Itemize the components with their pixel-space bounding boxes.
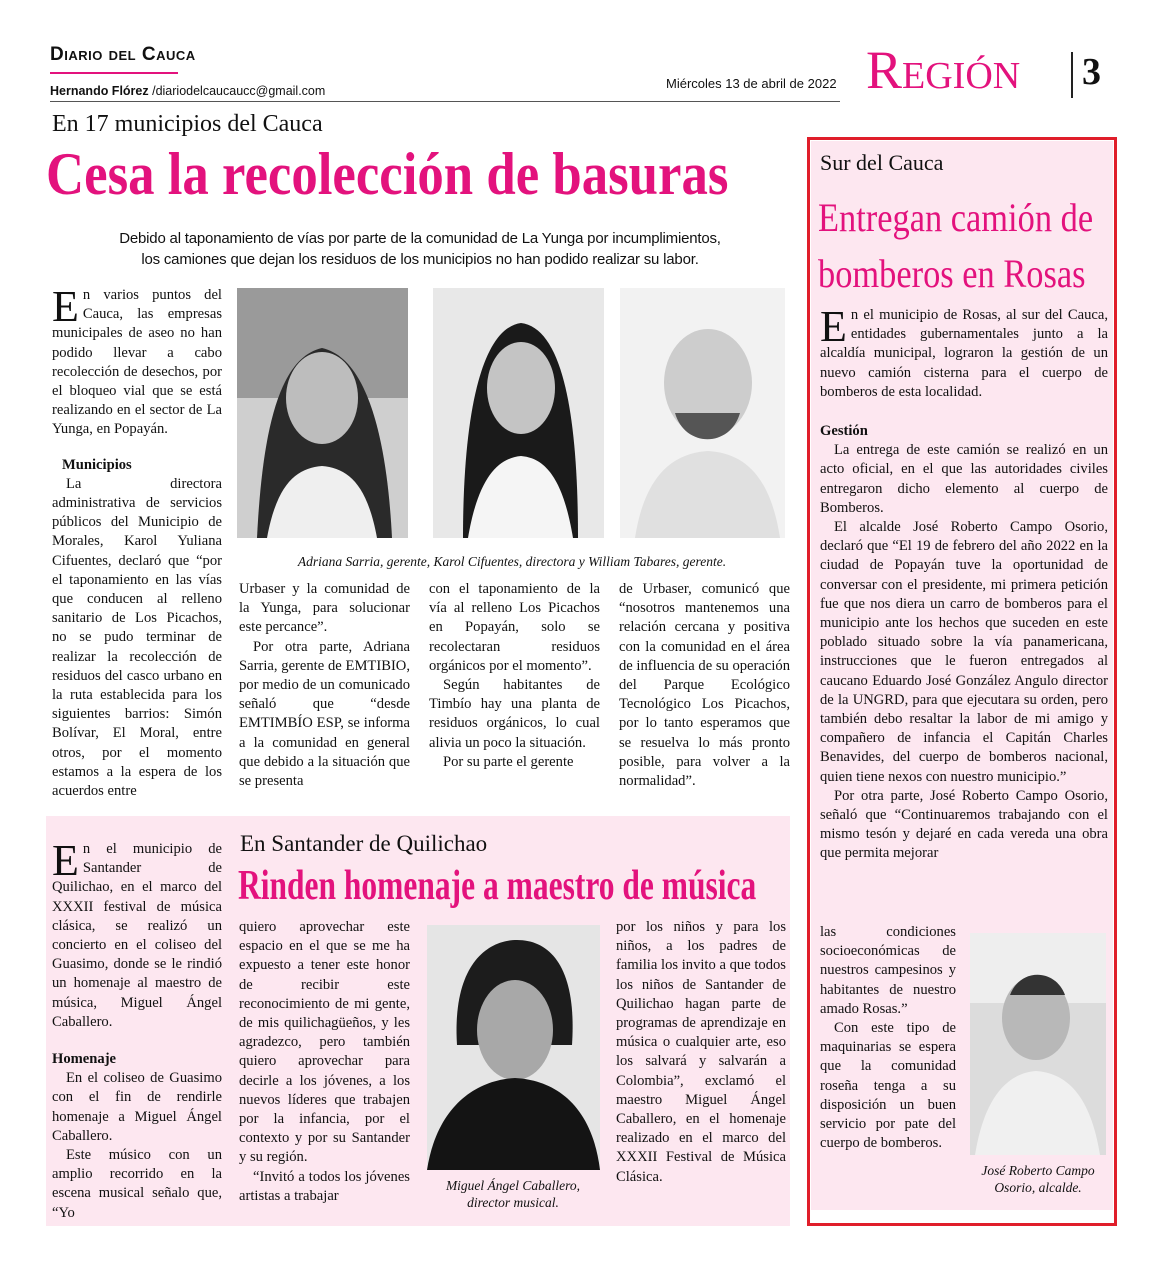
side-kicker: Sur del Cauca xyxy=(820,150,944,175)
music-photo-caption xyxy=(423,1177,603,1211)
issue-date: Miércoles 13 de abril de 2022 xyxy=(666,76,837,91)
main-column-4 xyxy=(619,580,790,791)
main-photo-caption: Adriana Sarria, gerente, Karol Cifuentes, directora y William Tabares, gerente. xyxy=(297,554,727,569)
music-column-2 xyxy=(239,918,410,1206)
main-kicker: En 17 municipios del Cauca xyxy=(52,111,323,137)
side-p4: Con este tipo de maquinarias se espera que la comunidad roseña tenga a su disposición un buen servicio por pate del cuerpo de bomberos. xyxy=(820,1020,956,1152)
side-p3: Por otra parte, José Roberto Campo Osorio, señaló que “Continuaremos trabajando con el mismo tesón y dejaré en cada vereda una obra que permita mejorar xyxy=(820,787,1108,862)
side-p1: La entrega de este camión se realizó en un acto oficial, en el que las autoridades civiles entregaron dicho elemento al cuerpo de Bomberos. xyxy=(820,442,1108,516)
person-photo-3 xyxy=(620,288,785,538)
photo-miguel-angel-caballero xyxy=(427,925,600,1170)
main-column-3 xyxy=(429,580,600,772)
music-subtitle: Homenaje xyxy=(52,1051,117,1068)
side-headline-line-1: Entregan camión de xyxy=(818,195,1094,240)
section-divider xyxy=(1071,52,1073,98)
side-p2: El alcalde José Roberto Campo Osorio, declaró que “El 19 de febrero del año 2022 en la ciudad de Popayán tuve la oportunidad de conversar con el presidente, mi primera petición fue que nos diera un carro de bomberos para el municipio ante los hechos que suceden en este poblado situado sobre la vía panamericana, instrucciones que le fueron entregados al caucano Eduardo José González Angulo director de la UNGRD, para que ejecutara su orden, pero también debo resaltar la labor de mi amigo y compañero de infancia el Capitán Charles Benavides, del cuerpo de bomberos nacional, quien tiene nexos con nuestro municipio.” xyxy=(820,519,1108,785)
main-subhead xyxy=(50,228,790,270)
side-caption-line-1: José Roberto Campo xyxy=(981,1163,1095,1178)
main-subtitle: Municipios xyxy=(62,456,132,473)
photo-adriana-sarria xyxy=(237,288,408,538)
person-photo-2 xyxy=(433,288,604,538)
side-photo-caption xyxy=(964,1162,1112,1196)
person-photo-1 xyxy=(237,288,408,538)
main-col2-p2: Por otra parte, Adriana Sarria, gerente de EMTIBIO, por medio de un comunicado señaló que “desde EMTIMBÍO ESP, se informa a la comunidad en general que debido a la situación que se presenta xyxy=(239,638,410,790)
music-headline: Rinden homenaje a maestro de música xyxy=(238,863,757,909)
music-column-3 xyxy=(616,918,786,1187)
music-col3-p1: por los niños y para los niños, a los padres de familia los invito a que todos los niños de Santander de Quilichao hagan parte de programas de aprendizaje en música o cualquier arte, eso los salvará y salvarán a Colombia”, exclamó el maestro Miguel Ángel Caballero, en el homenaje realizado en el marco del XXXII Festival de Música Clásica. xyxy=(616,919,786,1185)
main-col3-p2: Según habitantes de Timbío hay una planta de residuos orgánicos, lo cual alivia un poco la situación. xyxy=(429,677,600,751)
photo-karol-cifuentes xyxy=(433,288,604,538)
music-col2-p2: “Invitó a todos los jóvenes artistas a trabajar xyxy=(239,1168,410,1204)
side-headline-line-2: bomberos en Rosas xyxy=(818,251,1086,296)
author-name: Hernando Flórez xyxy=(50,84,149,98)
paper-logo xyxy=(50,44,196,66)
logo-underline xyxy=(50,72,178,74)
subhead-line-2: los camiones que dejan los residuos de los municipios no han podido realizar su labor. xyxy=(141,251,699,268)
photo-jose-roberto-campo xyxy=(970,933,1106,1155)
photo-william-tabares xyxy=(620,288,785,538)
music-col2-p1: quiero aprovechar este espacio en el que se me ha expuesto a tener este honor de recibir este reconocimiento de mi gente, de mis quilichagüeños, y les agradezco, pero también quiero aprovechar para decirle a los jóvenes, a los nuevos líderes que trabajen por la infancia, por el contexto y por su Santander y su región. xyxy=(239,919,410,1166)
page-number: 3 xyxy=(1082,51,1101,93)
main-col2-p1: Urbaser y la comunidad de la Yunga, para solucionar este percance”. xyxy=(239,581,410,636)
main-col3-p3: Por su parte el gerente xyxy=(443,753,574,770)
main-col4-p1: de Urbaser, comunicó que “nosotros mantenemos una relación cercana y positiva con la comunidad en el área de influencia de su operación del Parque Ecológico Tecnológico Los Picachos, por lo tanto esperamos que se resuelva lo más pronto posible, para volver a la normalidad”. xyxy=(619,581,790,790)
subhead-line-1: Debido al taponamiento de vías por parte de la comunidad de La Yunga por incumplimientos, xyxy=(119,230,721,247)
music-column-1 xyxy=(52,836,222,1223)
side-dropcap: E xyxy=(820,302,847,351)
main-column-1 xyxy=(52,282,222,801)
music-col1-p1: En el coliseo de Guasimo con el fin de rendirle homenaje a Miguel Ángel Caballero. xyxy=(52,1070,222,1144)
person-photo-musician xyxy=(427,925,600,1170)
main-col1-p1: La directora administrativa de servicios públicos del Municipio de Morales, Karol Yuliana Cifuentes, declaró que “por el taponamiento en las vías que conducen al relleno sanitario de Los Picachos, no se pudo terminar de realizar la recolección de residuos del casco urbano en la ruta establecida para los siguientes barrios: Simón Bolívar, El Moral, entre otros, por el momento estamos a la espera de los acuerdos entre xyxy=(52,475,222,800)
paper-name: Diario del Cauca xyxy=(50,44,196,65)
side-headline xyxy=(818,190,1094,302)
main-dropcap: E xyxy=(52,282,79,331)
author-email: /diariodelcaucaucc@gmail.com xyxy=(152,84,326,98)
music-caption-line-2: director musical. xyxy=(467,1195,559,1210)
side-column-bottom xyxy=(820,923,956,1153)
music-kicker: En Santander de Quilichao xyxy=(240,831,488,856)
side-subtitle: Gestión xyxy=(820,423,868,440)
main-headline: Cesa la recolección de basuras xyxy=(46,141,729,207)
person-photo-mayor xyxy=(970,933,1106,1155)
main-column-2 xyxy=(239,580,410,791)
side-intro: n el municipio de Rosas, al sur del Cauca, entidades gubernamentales junto a la alcaldía municipal, lograron la gestión de un nuevo camión cisterna para el cuerpo de bomberos de esta localidad. xyxy=(820,307,1108,400)
side-caption-line-2: Osorio, alcalde. xyxy=(994,1180,1082,1195)
music-intro: n el municipio de Santander de Quilichao, en el marco del XXXII festival de música clásica, se realizó un concierto en el coliseo del Guasimo, donde se le rindió un homenaje al maestro de música, Miguel Ángel Caballero. xyxy=(52,841,222,1030)
section-title: Región xyxy=(866,40,1021,100)
byline xyxy=(50,84,325,98)
music-dropcap: E xyxy=(52,836,79,885)
header-rule xyxy=(50,101,840,102)
music-col1-p2: Este músico con un amplio recorrido en la escena musical señalo que, “Yo xyxy=(52,1147,222,1221)
main-intro: n varios puntos del Cauca, las empresas municipales de aseo no han podido llevar a cabo recolección de desechos, por el bloqueo vial que se está realizando en el sector de La Yunga, en Popayán. xyxy=(52,287,222,438)
music-caption-line-1: Miguel Ángel Caballero, xyxy=(445,1178,581,1193)
side-column-top xyxy=(820,302,1108,864)
side-p3-cont: las condiciones socioeconómicas de nuestros campesinos y habitantes de nuestro amado Rosas.” xyxy=(820,924,956,1017)
main-col3-p1: con el taponamiento de la vía al relleno Los Picachos en Popayán, solo se recolectaran residuos orgánicos por el momento”. xyxy=(429,581,600,674)
